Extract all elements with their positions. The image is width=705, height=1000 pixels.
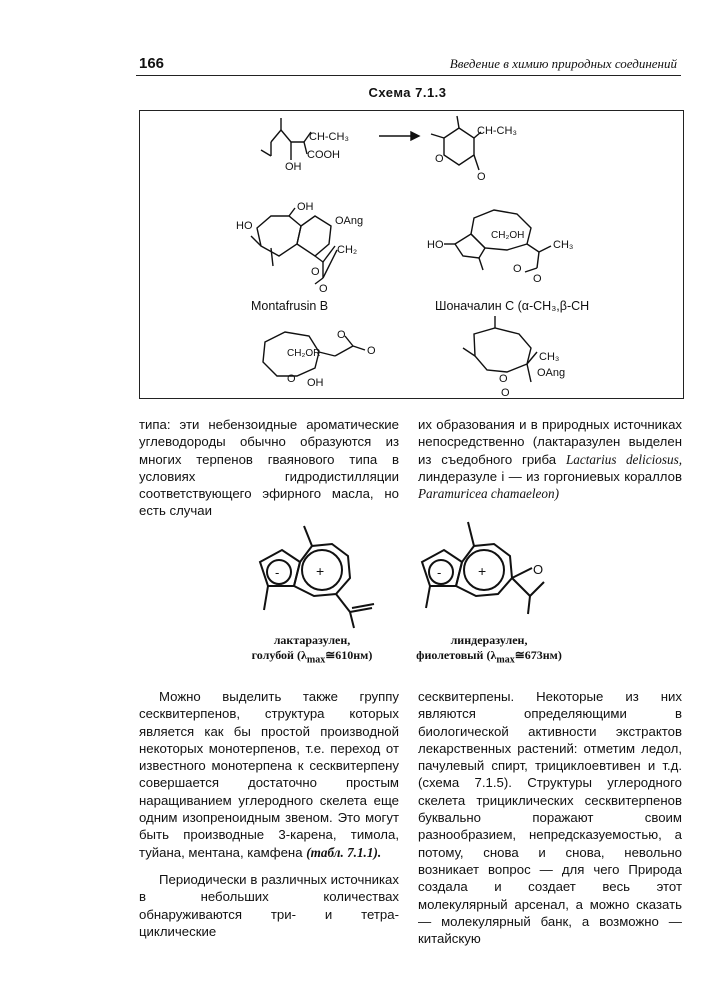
caption-text: ≅610нм) bbox=[325, 648, 373, 662]
structure-2 bbox=[431, 116, 517, 183]
m2-ch-label: CH-CH₃ bbox=[477, 125, 517, 137]
caption-line: лактаразулен, bbox=[273, 633, 351, 647]
m2-o-carbonyl-label: O bbox=[477, 171, 486, 183]
m6-ch3-label: CH₃ bbox=[539, 351, 560, 363]
structure-6 bbox=[463, 316, 565, 397]
structure-lactarazulene bbox=[260, 526, 374, 628]
caption-text: голубой (λ bbox=[251, 648, 307, 662]
lambda-subscript: max bbox=[306, 654, 326, 666]
structure-shonachalin bbox=[427, 210, 573, 285]
m1-ch-label: CH-CH₃ bbox=[309, 131, 349, 143]
caption-line bbox=[404, 648, 574, 667]
m4-ch2oh-label: CH₂OH bbox=[491, 230, 525, 241]
caption-text: фиолетовый (λ bbox=[416, 648, 497, 662]
m4-ho-label: HO bbox=[427, 239, 444, 251]
compound-name-montafrusin: Montafrusin B bbox=[251, 299, 329, 313]
compound-name-shonachalin: Шоначалин С (α-CH₃,β-CH bbox=[435, 299, 590, 313]
paragraph: Периодически в различных источниках в небольших количествах обнаруживаются три- и тетра-циклические bbox=[139, 871, 399, 939]
m5-o-ring-label: O bbox=[337, 329, 346, 341]
scheme-title: Схема 7.1.3 bbox=[368, 85, 447, 100]
structure-montafrusin bbox=[236, 201, 363, 295]
paragraph bbox=[139, 688, 399, 861]
structure-1 bbox=[261, 118, 349, 173]
m6-oang-label: OAng bbox=[537, 367, 566, 379]
minus-charge: - bbox=[437, 565, 442, 580]
text-column-right-1 bbox=[418, 416, 682, 502]
m4-o2-label: O bbox=[533, 273, 542, 285]
latin-name: Paramuriceа chamaeleon) bbox=[418, 486, 559, 502]
plus-charge: + bbox=[478, 563, 487, 579]
paragraph: сесквитерпены. Некоторые из них являются определяющими в биологической активности экстрактов лекарственных растений: отметим ледол, пачулевый спирт, трициклоевтивен и т.д. (схема 7.1.5). Структуры углеродного скелета трициклических сесквитерпенов буквально поражают своим разнообразием, непредсказуемостью, а потому, снова и снова, невольно возникает вопрос — для чего Природа создала и создает весь этот молекулярный арсенал, а можно сказать — молекулярный банк, а возможно — китайскую bbox=[418, 689, 682, 947]
latin-name: Lactarius deliciosus, bbox=[565, 451, 682, 467]
m5-oh-label: OH bbox=[307, 377, 324, 389]
m3-oang-label: OAng bbox=[335, 215, 364, 227]
caption-linderazulene bbox=[404, 633, 574, 667]
plus-charge: + bbox=[316, 563, 325, 579]
scheme-structures bbox=[139, 110, 682, 397]
m3-o1-label: O bbox=[311, 266, 320, 278]
text-run: их образования и в природных источниках непосредственно (лактаразулен выделен из съедобного гриба bbox=[418, 417, 682, 467]
m5-o-carbonyl-label: O bbox=[367, 345, 376, 357]
m3-oh-label: OH bbox=[297, 201, 314, 213]
structure-5 bbox=[263, 329, 376, 389]
paragraph bbox=[418, 416, 682, 502]
text-run: линдеразуле і — из горгониевых кораллов bbox=[418, 468, 682, 484]
text-run: Можно выделить также группу сесквитерпенов, структура которых является как бы простой производной некоторых монотерпенов, т.е. переход от известного монотерпена к сесквитерпену совершается достаточно простым наращиванием углеродного скелета еще одним изопреноидным звеном. Это могут быть производные 3-карена, тимола, туйана, ментана, камфена bbox=[139, 689, 399, 860]
m1-oh-label: OH bbox=[285, 161, 302, 173]
table-reference: (табл. 7.1.1). bbox=[306, 844, 382, 860]
m3-ch2-label: CH₂ bbox=[337, 244, 358, 256]
structure-linderazulene bbox=[422, 522, 544, 614]
caption-line: линдеразулен, bbox=[450, 633, 528, 647]
m3-ho-label: HO bbox=[236, 220, 253, 232]
furan-oxygen: O bbox=[533, 562, 544, 577]
minus-charge: - bbox=[275, 565, 280, 580]
paragraph: типа: эти небензоидные ароматические углеводороды обычно образуются из многих терпенов гваянового типа в условиях гидродистилляции соответствующего эфирного масла, но есть случаи bbox=[139, 417, 399, 519]
m4-ch3-label: CH₃ bbox=[553, 239, 574, 251]
caption-text: ≅673нм) bbox=[514, 648, 562, 662]
m5-o-epoxide-label: O bbox=[287, 373, 296, 385]
m6-o2-label: O bbox=[501, 387, 510, 397]
text-column-left-2 bbox=[139, 688, 399, 940]
m2-o-ring-label: O bbox=[435, 153, 444, 165]
m5-ch2or-label: CH₂OR bbox=[287, 348, 321, 359]
page-number: 166 bbox=[139, 55, 165, 72]
header-rule bbox=[136, 75, 681, 76]
lambda-subscript: max bbox=[496, 654, 515, 666]
text-column-left-1 bbox=[139, 416, 399, 520]
text-column-right-2 bbox=[418, 688, 682, 947]
caption-lactarazulene bbox=[232, 633, 392, 667]
running-title: Введение в химию природных соединений bbox=[449, 56, 677, 71]
caption-line bbox=[232, 648, 392, 667]
m3-o2-label: O bbox=[319, 283, 328, 295]
m6-o1-label: O bbox=[499, 373, 508, 385]
m4-o1-label: O bbox=[513, 263, 522, 275]
reaction-arrow bbox=[379, 132, 419, 140]
azulene-structures bbox=[230, 506, 630, 631]
m1-cooh-label: COOH bbox=[307, 149, 340, 161]
